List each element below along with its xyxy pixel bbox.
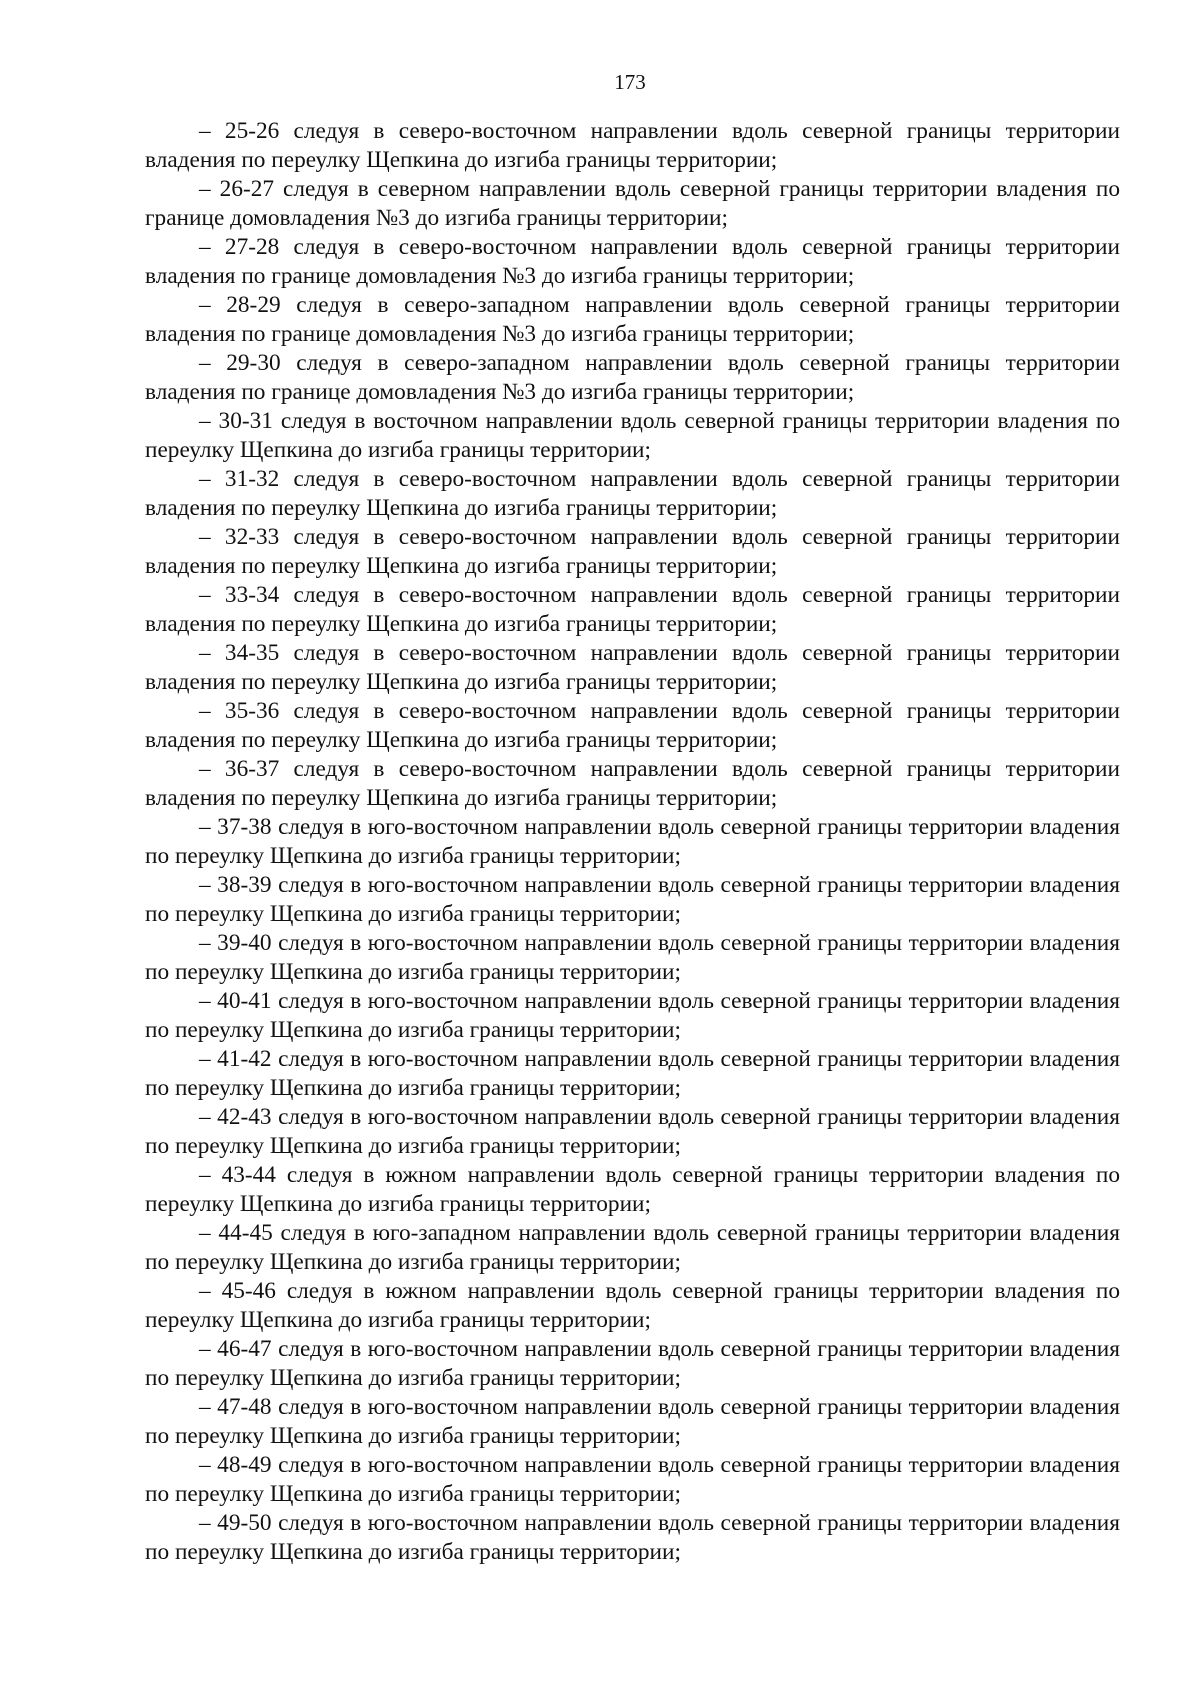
boundary-segment-32-33: – 32-33 следуя в северо-восточном направлении вдоль северной границы территории владения по переулку Щепкина до изгиба границы территории; xyxy=(145,524,1120,579)
boundary-segment-29-30: – 29-30 следуя в северо-западном направлении вдоль северной границы территории владения по границе домовладения №3 до изгиба границы территории; xyxy=(145,350,1120,405)
boundary-segment-39-40: – 39-40 следуя в юго-восточном направлении вдоль северной границы территории владения по переулку Щепкина до изгиба границы территории; xyxy=(145,930,1120,985)
boundary-description xyxy=(145,117,1120,1567)
boundary-segment-46-47: – 46-47 следуя в юго-восточном направлении вдоль северной границы территории владения по переулку Щепкина до изгиба границы территории; xyxy=(145,1336,1120,1391)
boundary-segment-43-44: – 43-44 следуя в южном направлении вдоль северной границы территории владения по переулку Щепкина до изгиба границы территории; xyxy=(145,1162,1120,1217)
boundary-segment-45-46: – 45-46 следуя в южном направлении вдоль северной границы территории владения по переулку Щепкина до изгиба границы территории; xyxy=(145,1278,1120,1333)
boundary-segment-38-39: – 38-39 следуя в юго-восточном направлении вдоль северной границы территории владения по переулку Щепкина до изгиба границы территории; xyxy=(145,872,1120,927)
boundary-segment-30-31: – 30-31 следуя в восточном направлении вдоль северной границы территории владения по переулку Щепкина до изгиба границы территории; xyxy=(145,408,1120,463)
boundary-segment-48-49: – 48-49 следуя в юго-восточном направлении вдоль северной границы территории владения по переулку Щепкина до изгиба границы территории; xyxy=(145,1452,1120,1507)
boundary-segment-49-50: – 49-50 следуя в юго-восточном направлении вдоль северной границы территории владения по переулку Щепкина до изгиба границы территории; xyxy=(145,1510,1120,1565)
boundary-segment-31-32: – 31-32 следуя в северо-восточном направлении вдоль северной границы территории владения по переулку Щепкина до изгиба границы территории; xyxy=(145,466,1120,521)
boundary-segment-42-43: – 42-43 следуя в юго-восточном направлении вдоль северной границы территории владения по переулку Щепкина до изгиба границы территории; xyxy=(145,1104,1120,1159)
page-number: 173 xyxy=(614,70,646,94)
boundary-segment-25-26: – 25-26 следуя в северо-восточном направлении вдоль северной границы территории владения по переулку Щепкина до изгиба границы территории; xyxy=(145,118,1120,173)
boundary-segment-35-36: – 35-36 следуя в северо-восточном направлении вдоль северной границы территории владения по переулку Щепкина до изгиба границы территории; xyxy=(145,698,1120,753)
boundary-segment-33-34: – 33-34 следуя в северо-восточном направлении вдоль северной границы территории владения по переулку Щепкина до изгиба границы территории; xyxy=(145,582,1120,637)
boundary-segment-34-35: – 34-35 следуя в северо-восточном направлении вдоль северной границы территории владения по переулку Щепкина до изгиба границы территории; xyxy=(145,640,1120,695)
boundary-segment-44-45: – 44-45 следуя в юго-западном направлении вдоль северной границы территории владения по переулку Щепкина до изгиба границы территории; xyxy=(145,1220,1120,1275)
boundary-segment-40-41: – 40-41 следуя в юго-восточном направлении вдоль северной границы территории владения по переулку Щепкина до изгиба границы территории; xyxy=(145,988,1120,1043)
boundary-segment-41-42: – 41-42 следуя в юго-восточном направлении вдоль северной границы территории владения по переулку Щепкина до изгиба границы территории; xyxy=(145,1046,1120,1101)
boundary-segment-27-28: – 27-28 следуя в северо-восточном направлении вдоль северной границы территории владения по границе домовладения №3 до изгиба границы территории; xyxy=(145,234,1120,289)
boundary-segment-28-29: – 28-29 следуя в северо-западном направлении вдоль северной границы территории владения по границе домовладения №3 до изгиба границы территории; xyxy=(145,292,1120,347)
boundary-segment-26-27: – 26-27 следуя в северном направлении вдоль северной границы территории владения по границе домовладения №3 до изгиба границы территории; xyxy=(145,176,1120,231)
boundary-segment-36-37: – 36-37 следуя в северо-восточном направлении вдоль северной границы территории владения по переулку Щепкина до изгиба границы территории; xyxy=(145,756,1120,811)
boundary-segment-37-38: – 37-38 следуя в юго-восточном направлении вдоль северной границы территории владения по переулку Щепкина до изгиба границы территории; xyxy=(145,814,1120,869)
boundary-segment-47-48: – 47-48 следуя в юго-восточном направлении вдоль северной границы территории владения по переулку Щепкина до изгиба границы территории; xyxy=(145,1394,1120,1449)
